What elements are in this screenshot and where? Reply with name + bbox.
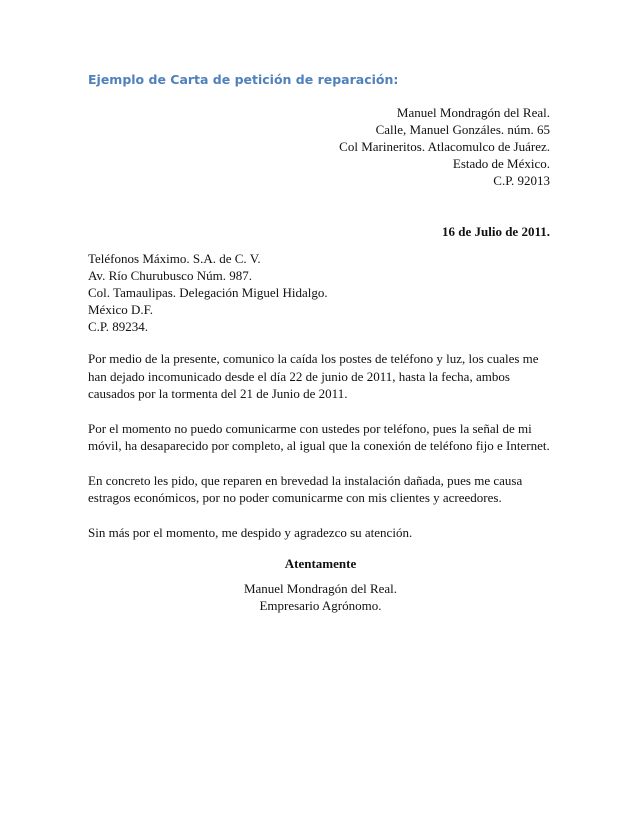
body-paragraph: Sin más por el momento, me despido y agradezco su atención. <box>88 524 413 540</box>
body-paragraph: En concreto les pido, que reparen en brevedad la instalación dañada, pues me causa estragos económicos, por no poder comunicarme con mis clientes y acreedores. <box>88 472 523 505</box>
body-paragraph: Por medio de la presente, comunico la caída los postes de teléfono y luz, los cuales me han dejado incomunicado desde el día 22 de junio de 2011, hasta la fecha, ambos causados por la tormenta del 21 de Junio de 2011. <box>88 351 539 401</box>
recipient-line: Teléfonos Máximo. S.A. de C. V. <box>88 251 261 266</box>
sender-line: Estado de México. <box>452 156 550 171</box>
letter-date: 16 de Julio de 2011. <box>442 224 550 239</box>
recipient-address-block <box>88 250 328 335</box>
signature-name: Manuel Mondragón del Real. <box>243 581 398 596</box>
document-heading: Ejemplo de Carta de petición de reparación: <box>88 72 399 87</box>
recipient-line: Av. Río Churubusco Núm. 987. <box>88 268 252 283</box>
sender-line: Calle, Manuel Gonzáles. núm. 65 <box>375 122 550 137</box>
letter-body <box>88 350 553 558</box>
sender-line: C.P. 92013 <box>493 173 550 188</box>
recipient-line: C.P. 89234. <box>88 319 148 334</box>
recipient-line: Col. Tamaulipas. Delegación Miguel Hidalgo. <box>88 285 328 300</box>
sender-line: Manuel Mondragón del Real. <box>396 105 550 120</box>
signature-title: Empresario Agrónomo. <box>259 598 382 613</box>
signature-block <box>88 580 553 614</box>
sender-line: Col Marineritos. Atlacomulco de Juárez. <box>339 139 550 154</box>
body-paragraph: Por el momento no puedo comunicarme con ustedes por teléfono, pues la señal de mi móvil, ha desaparecido por completo, al igual que la conexión de teléfono fijo e Internet. <box>88 420 550 453</box>
closing-salutation: Atentamente <box>284 556 357 571</box>
recipient-line: México D.F. <box>88 302 154 317</box>
sender-address-block <box>290 104 550 189</box>
